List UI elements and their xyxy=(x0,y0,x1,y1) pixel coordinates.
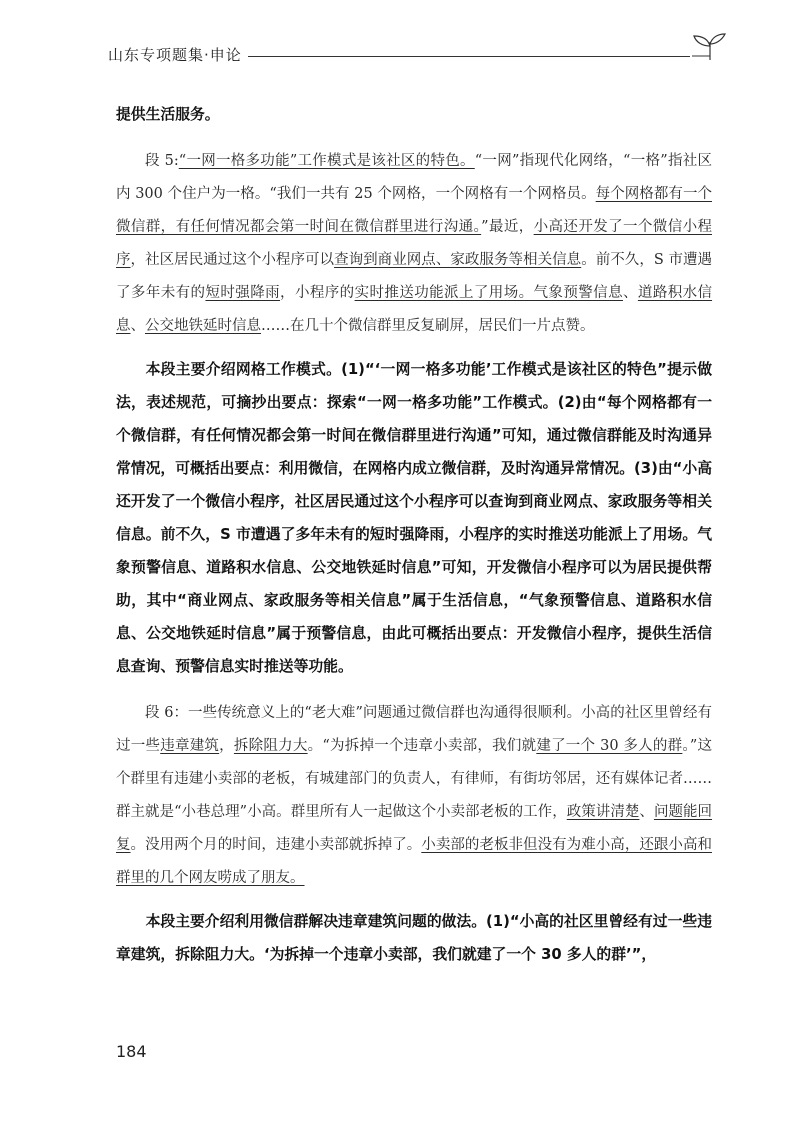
underline: 政策讲清楚 xyxy=(566,804,640,820)
text: 。“为拆掉一个违章小卖部，我们就 xyxy=(307,738,537,754)
underline: 实时推送功能派上了用场。 xyxy=(354,285,534,301)
analysis-paragraph-2: 本段主要介绍利用微信群解决违章建筑问题的做法。(1)“小高的社区里曾经有过一些违章建筑，拆除阻力大。‘为拆掉一个违章小卖部，我们就建了一个 30 多人的群’”， xyxy=(116,913,712,963)
underline: 公交地铁延时信息 xyxy=(145,318,261,334)
sprout-icon xyxy=(690,32,730,62)
text: ，小程序的 xyxy=(280,285,355,301)
header-rule xyxy=(248,56,690,57)
text: 。没用两个月的时间，违建小卖部就拆掉了。 xyxy=(130,837,422,853)
page-body xyxy=(116,98,712,971)
underline: 小卖部的老板非但没有为难小高，还跟小高和群里的几个网友唠成了朋友。 xyxy=(116,837,713,886)
running-header xyxy=(108,30,730,70)
underline: 查询到商业网点、家政服务等相关信息 xyxy=(334,252,582,268)
text: ……在几十个微信群里反复刷屏，居民们一片点赞。 xyxy=(261,318,595,334)
text: 。前不久，S 市遭遇了多年未有的 xyxy=(116,252,713,301)
text: ， xyxy=(219,738,234,754)
text: 、 xyxy=(130,318,145,334)
book-title: 山东专项题集·申论 xyxy=(108,46,242,64)
underline: 拆除阻力大 xyxy=(233,738,308,754)
underline: “一网一格多功能”工作模式是该社区的特色。 xyxy=(178,153,475,169)
page-number: 184 xyxy=(116,1042,147,1061)
underline: 建了一个 30 多人的群 xyxy=(536,738,683,754)
text: ”最近， xyxy=(481,219,534,235)
underline: 问题能回复 xyxy=(116,804,713,853)
underline: 道路积水信息 xyxy=(116,285,713,334)
underline: 每个网格都有一个微信群，有任何情况都会第一时间在微信群里进行沟通。 xyxy=(116,186,712,235)
underline: 气象预警信息 xyxy=(533,285,623,301)
text: 、 xyxy=(622,285,638,301)
underline: 违章建筑 xyxy=(160,738,220,754)
text: “一网”指现代化网络，“一格”指社区内 300 个住户为一格。“我们一共有 25 个网格，一个网格有一个网格员。 xyxy=(116,153,712,202)
analysis-paragraph-1: 本段主要介绍网格工作模式。(1)“‘一网一格多功能’工作模式是该社区的特色”提示做法，表述规范，可摘抄出要点：探索“一网一格多功能”工作模式。(2)由“每个网格都有一个微信群，有任何情况都会第一时间在微信群里进行沟通”可知，通过微信群能及时沟通异常情况，可概括出要点：利用微信，在网格内成立微信群，及时沟通异常情况。(3)由“小高还开发了一个微信小程序，社区居民通过这个小程序可以查询到商业网点、家政服务等相关信息。前不久，S 市遭遇了多年未有的短时强降雨，小程序的实时推送功能派上了用场。气象预警信息、道路积水信息、公交地铁延时信息”可知，开发微信小程序可以为居民提供帮助，其中“商业网点、家政服务等相关信息”属于生活信息，“气象预警信息、道路积水信息、公交地铁延时信息”属于预警信息，由此可概括出要点：开发微信小程序，提供生活信息查询、预警信息实时推送等功能。 xyxy=(116,361,712,675)
para-label: 段 5: xyxy=(145,153,179,169)
underline: 小高还开发了一个微信小程序 xyxy=(116,219,712,268)
carry-over-text: 提供生活服务。 xyxy=(116,106,220,123)
text: ，社区居民通过这个小程序可以 xyxy=(130,252,335,268)
text: 段 6：一些传统意义上的“老大难”问题通过微信群也沟通得很顺利。小高的社区里曾经有过一些 xyxy=(116,705,712,754)
text: 、 xyxy=(639,804,654,820)
source-paragraph-6 xyxy=(116,697,712,895)
text: 。”这个群里有违建小卖部的老板，有城建部门的负责人，有律师，有街坊邻居，还有媒体记者……群主就是“小巷总理”小高。群里所有人一起做这个小卖部老板的工作， xyxy=(116,738,713,820)
underline: 短时强降雨 xyxy=(205,285,281,301)
source-paragraph-5 xyxy=(116,145,712,343)
